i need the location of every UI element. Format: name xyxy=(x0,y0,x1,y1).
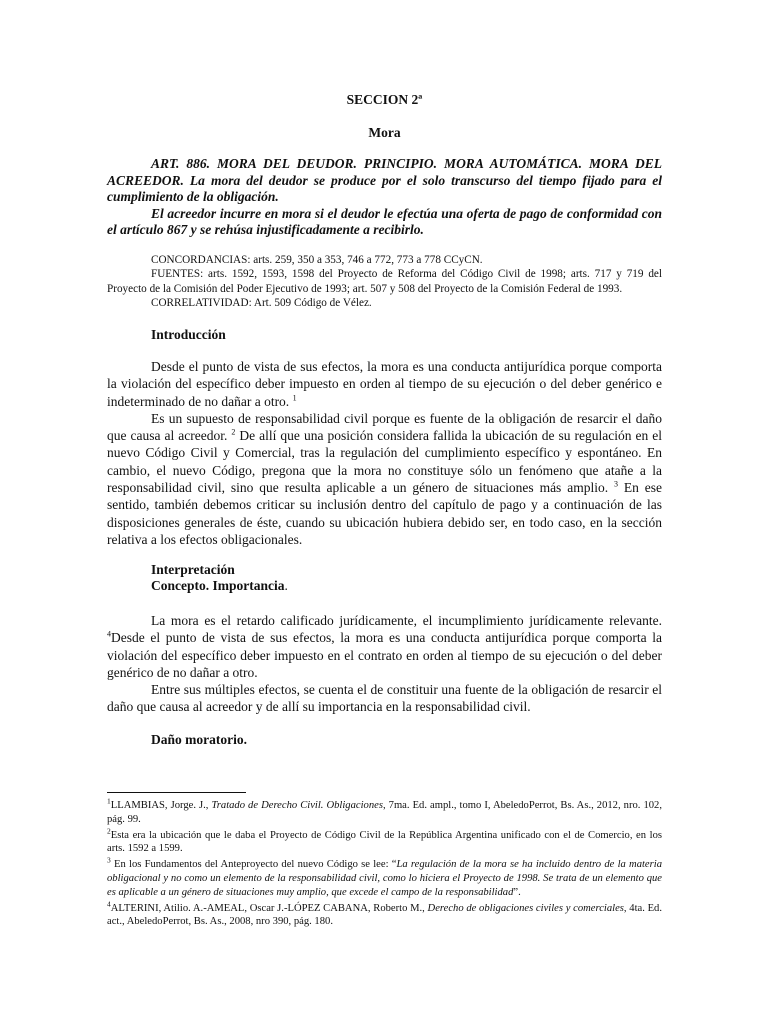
footnote-ref-1[interactable]: 1 xyxy=(292,393,297,403)
footnote-ref-4[interactable]: 4 xyxy=(107,629,111,639)
references-block xyxy=(107,253,662,311)
footnote-4 xyxy=(107,899,662,930)
intro-p2-text-b: De allí que una posición considera fallida la ubicación de su regulación en el nuevo Código Civil y Comercial, tras la regulación del cumplimiento específico y espontáneo. En cambio, el nuevo Código, pregona que la mora no constituye sólo un fenómeno que atañe a la responsabilidad civil, sino que resulta aplicable a un género de situaciones más amplio. xyxy=(107,428,662,496)
footnote-text: LLAMBIAS, Jorge. J., xyxy=(110,800,212,811)
footnote-number: 1 xyxy=(107,796,111,806)
interpretacion-heading: Interpretación xyxy=(151,562,235,577)
footnote-text: En los Fundamentos del Anteproyecto del nuevo Código se lee: “ xyxy=(110,859,397,871)
interp-p1-text-a: La mora es el retardo calificado jurídicamente, el incumplimiento jurídicamente relevante. xyxy=(151,613,662,628)
article-heading: ART. 886. MORA DEL DEUDOR. PRINCIPIO. MORA AUTOMÁTICA. MORA DEL ACREEDOR. xyxy=(107,156,662,188)
footnote-text: ALTERINI, Atilio. A.-AMEAL, Oscar J.-LÓPEZ CABANA, Roberto M., xyxy=(110,902,428,914)
footnote-2 xyxy=(107,826,662,857)
interpretacion-body xyxy=(107,612,662,716)
intro-body xyxy=(107,358,662,548)
footnote-text-end: , 4ta. Ed. act., AbeledoPerrot, Bs. As., 2008, nro 390, pág. 180. xyxy=(107,902,662,928)
footnotes xyxy=(107,796,662,931)
dano-moratorio-heading: Daño moratorio. xyxy=(151,732,247,747)
footnote-italic: Tratado de Derecho Civil. Obligaciones xyxy=(211,800,383,811)
footnote-ref-2[interactable]: 2 xyxy=(231,427,236,437)
intro-p2-text-c: En ese sentido, también debemos criticar su inclusión dentro del capítulo de pago y a continuación de las disposiciones generales de éste, cuando su ubicación hubiera debido ser, en todo caso, en la sección relativa a los efectos obligacionales. xyxy=(107,480,663,547)
footnote-1 xyxy=(107,796,662,827)
footnote-italic: Derecho de obligaciones civiles y comerciales xyxy=(427,902,624,914)
article-text xyxy=(107,156,662,239)
interp-p1-text-b: Desde el punto de vista de sus efectos, la mora es una conducta antijurídica porque comporta la violación del específico deber impuesto en el contrato en orden al tiempo de su ejecución o del deber genérico de no dañar a otro. xyxy=(107,630,662,680)
intro-p1-text: Desde el punto de vista de sus efectos, la mora es una conducta antijurídica porque comporta la violación del específico deber impuesto en orden al tiempo de su ejecución o del deber genérico e indeterminado de no dañar a otro. xyxy=(107,359,662,409)
footnote-number: 4 xyxy=(107,899,111,909)
fuentes: FUENTES: arts. 1592, 1593, 1598 del Proyecto de Reforma del Código Civil de 1998; arts. 717 y 719 del Proyecto de la Comisión del Poder Ejecutivo de 1993; art. 507 y 508 del Proyecto de la Comisión Federal de 1993. xyxy=(107,268,662,295)
concepto-subheading-text: Concepto. Importancia xyxy=(151,578,285,593)
footnote-italic: La regulación de la mora se ha incluido dentro de la materia obligacional y no como un elemento de la responsabilidad civil, como lo hiciera el Proyecto de 1998. Se trata de un elemento que es aplicable a un género de situaciones muy amplio, que excede el campo de la responsabilidad xyxy=(107,859,662,898)
footnote-number: 3 xyxy=(107,855,111,865)
footnote-ref-3[interactable]: 3 xyxy=(613,479,618,489)
concordancias: CONCORDANCIAS: arts. 259, 350 a 353, 746 a 772, 773 a 778 CCyCN. xyxy=(151,254,483,266)
footnote-3 xyxy=(107,855,662,899)
section-title: SECCION 2ª xyxy=(346,92,423,107)
footnote-text-end: , 7ma. Ed. ampl., tomo I, AbeledoPerrot, Bs. As., 2012, nro. 102, pág. 99. xyxy=(107,800,662,825)
article-body: La mora del deudor se produce por el solo transcurso del tiempo fijado para el cumplimiento de la obligación. xyxy=(107,172,662,205)
correlatividad: CORRELATIVIDAD: Art. 509 Código de Vélez. xyxy=(151,297,372,310)
interpretacion-paragraph-2: Entre sus múltiples efectos, se cuenta el de constituir una fuente de la obligación de resarcir el daño que causa al acreedor y de allí su importancia en la responsabilidad civil. xyxy=(107,682,662,715)
intro-p2-text-a: Es un supuesto de responsabilidad civil porque es fuente de la obligación de resarcir el daño que causa al acreedor. xyxy=(107,410,662,444)
chapter-title: Mora xyxy=(368,125,401,140)
intro-heading: Introducción xyxy=(151,327,226,342)
footnote-number: 2 xyxy=(107,826,111,836)
intro-paragraph-2 xyxy=(107,410,662,548)
footnote-text-end: ”. xyxy=(513,886,521,898)
article-paragraph-2: El acreedor incurre en mora si el deudor le efectúa una oferta de pago de conformidad con el artículo 867 y se rehúsa injustificadamente a recibirlo. xyxy=(107,205,662,238)
concepto-subheading xyxy=(107,578,288,594)
interpretacion-paragraph-1 xyxy=(107,612,662,681)
footnote-text: Esta era la ubicación que le daba el Proyecto de Código Civil de la República Argentina unificado con el de Comercio, en los arts. 1592 a 1599. xyxy=(107,829,662,855)
article-paragraph-1 xyxy=(107,156,662,206)
intro-paragraph-1 xyxy=(107,358,662,410)
concepto-subheading-dot: . xyxy=(284,578,288,593)
footnote-separator xyxy=(107,792,246,793)
